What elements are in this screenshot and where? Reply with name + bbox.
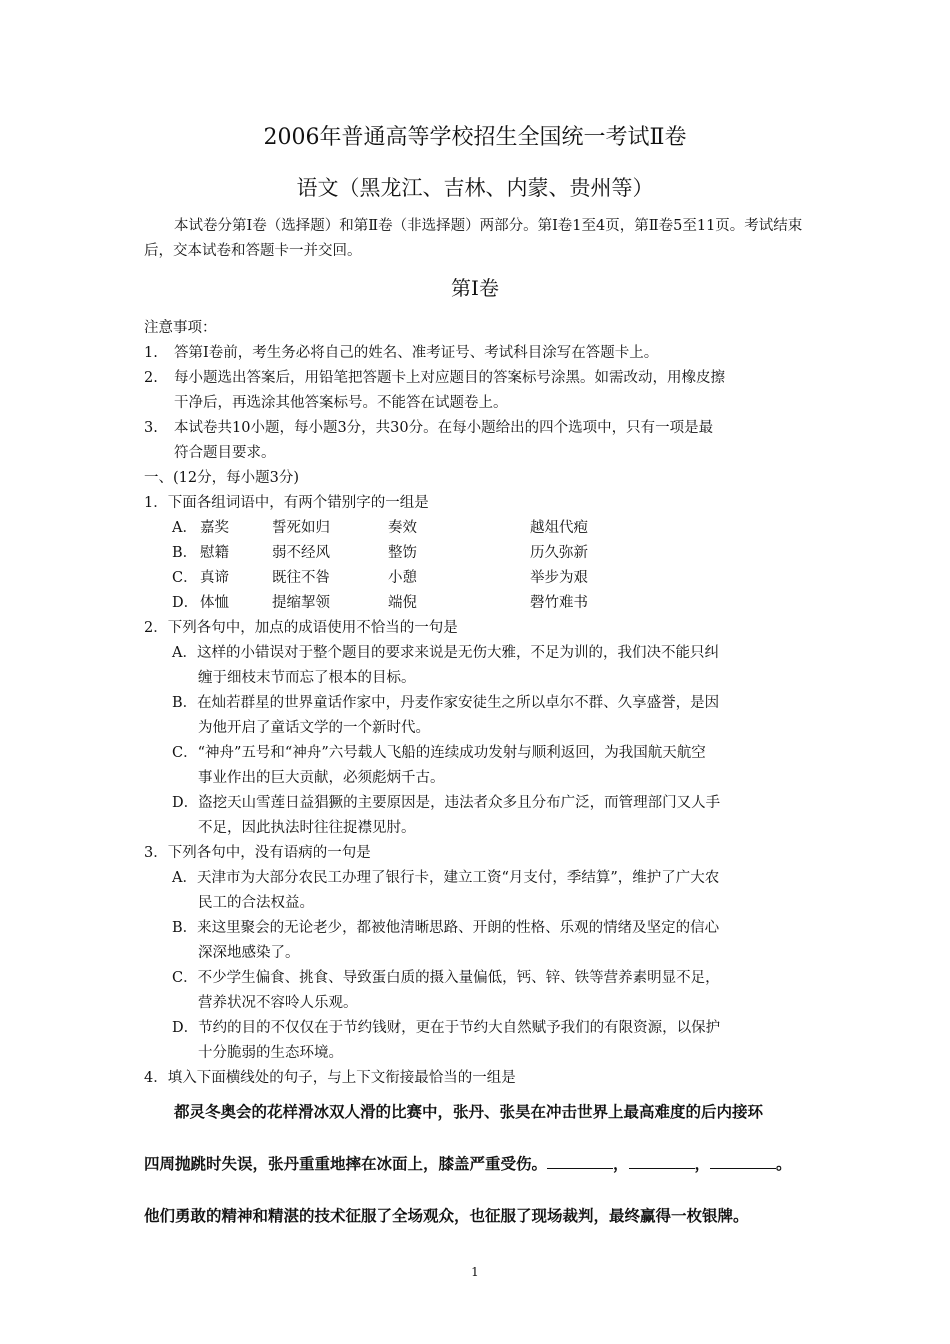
option-word: 誓死如归 xyxy=(272,520,330,536)
option-label: C． xyxy=(172,745,198,761)
q2-option-c xyxy=(172,741,706,766)
option-text-cont: 缠于细枝末节而忘了根本的目标。 xyxy=(198,670,416,686)
q3-option-b xyxy=(172,916,719,941)
option-text: 盗挖天山雪莲日益猖獗的主要原因是，违法者众多且分布广泛，而管理部门又人手 xyxy=(198,795,721,811)
option-text: 这样的小错误对于整个题目的要求来说是无伤大雅，不足为训的，我们决不能只纠 xyxy=(196,645,719,661)
option-label: B． xyxy=(172,545,198,561)
q2-option-a xyxy=(172,641,719,666)
question-2-stem: 2．下列各句中，加点的成语使用不恰当的一句是 xyxy=(144,620,458,636)
option-label: A． xyxy=(172,520,197,536)
option-text-cont: 深深地感染了。 xyxy=(198,945,300,961)
option-word: 磬竹难书 xyxy=(530,595,588,611)
note-text: 本试卷共10小题，每小题3分，共30分。在每小题给出的四个选项中，只有一项是最 xyxy=(174,420,714,436)
exam-title: 2006年普通高等学校招生全国统一考试Ⅱ卷 xyxy=(263,125,687,150)
option-word: 小憩 xyxy=(388,570,417,586)
q2-option-b xyxy=(172,691,719,716)
option-text-cont: 事业作出的巨大贡献，必须彪炳千古。 xyxy=(198,770,445,786)
option-text: 天津市为大部分农民工办理了银行卡，建立工资“月支付，季结算”，维护了广大农 xyxy=(196,870,720,886)
question-3-stem: 3．下列各句中，没有语病的一句是 xyxy=(144,845,371,861)
q4-passage-line xyxy=(144,1152,792,1174)
note-text-cont: 符合题目要求。 xyxy=(174,445,276,461)
q2-option-d xyxy=(172,791,720,816)
q1-option-b xyxy=(172,541,822,566)
option-label: C． xyxy=(172,970,198,986)
note-number: 3. xyxy=(144,420,158,436)
option-word: 体恤 xyxy=(200,595,229,611)
option-label: C． xyxy=(172,570,198,586)
answer-blank[interactable] xyxy=(547,1154,613,1169)
q3-option-d xyxy=(172,1016,720,1041)
volume-heading: 第Ⅰ卷 xyxy=(451,276,499,300)
option-label: D． xyxy=(172,795,199,811)
note-number: 1. xyxy=(144,345,158,361)
note-item xyxy=(144,366,725,391)
notes-heading: 注意事项： xyxy=(144,320,217,336)
option-label: B． xyxy=(172,920,198,936)
note-number: 2. xyxy=(144,370,158,386)
option-text: 在灿若群星的世界童话作家中，丹麦作家安徒生之所以卓尔不群、久享盛誉，是因 xyxy=(197,695,720,711)
question-1-stem: 1．下面各组词语中，有两个错别字的一组是 xyxy=(144,495,429,511)
option-text: 来这里聚会的无论老少，都被他清晰思路、开朗的性格、乐观的情绪及坚定的信心 xyxy=(197,920,720,936)
option-text-cont: 为他开启了童话文学的一个新时代。 xyxy=(198,720,430,736)
q3-option-c xyxy=(172,966,720,991)
answer-blank[interactable] xyxy=(710,1154,776,1169)
option-word: 慰籍 xyxy=(200,545,229,561)
page-number: 1 xyxy=(471,1265,479,1279)
passage-punct: 。 xyxy=(776,1155,792,1173)
q3-option-a xyxy=(172,866,719,891)
option-label: A． xyxy=(172,870,197,886)
option-text: “神舟”五号和“神舟”六号载人飞船的连续成功发射与顺利返回，为我国航天航空 xyxy=(197,745,706,761)
answer-blank[interactable] xyxy=(629,1154,695,1169)
option-word: 真谛 xyxy=(200,570,229,586)
passage-text: 四周抛跳时失误，张丹重重地摔在冰面上，膝盖严重受伤。 xyxy=(144,1155,548,1173)
note-item xyxy=(144,416,713,441)
option-word: 既往不咎 xyxy=(272,570,330,586)
option-text: 不少学生偏食、挑食、导致蛋白质的摄入量偏低，钙、锌、铁等营养素明显不足， xyxy=(197,970,720,986)
option-text-cont: 营养状况不容呤人乐观。 xyxy=(198,995,358,1011)
option-text-cont: 不足，因此执法时往往捉襟见肘。 xyxy=(198,820,416,836)
q1-option-c xyxy=(172,566,822,591)
note-text: 答第Ⅰ卷前，考生务必将自己的姓名、准考证号、考试科目涂写在答题卡上。 xyxy=(174,345,659,361)
option-label: D． xyxy=(172,595,199,611)
option-word: 举步为艰 xyxy=(530,570,588,586)
q1-option-a xyxy=(172,516,822,541)
passage-punct: ， xyxy=(613,1155,629,1173)
option-word: 端倪 xyxy=(388,595,417,611)
exam-intro: 本试卷分第Ⅰ卷（选择题）和第Ⅱ卷（非选择题）两部分。第Ⅰ卷1至4页，第Ⅱ卷5至11页。考试结束后，交本试卷和答题卡一并交回。 xyxy=(144,218,803,259)
q1-option-d xyxy=(172,591,822,616)
section-heading: 一、(12分，每小题3分) xyxy=(144,470,299,486)
option-word: 提缩挈领 xyxy=(272,595,330,611)
question-4-stem: 4．填入下面横线处的句子，与上下文衔接最恰当的一组是 xyxy=(144,1070,516,1086)
option-text-cont: 十分脆弱的生态环境。 xyxy=(198,1045,343,1061)
passage-punct: ， xyxy=(694,1155,711,1173)
option-word: 奏效 xyxy=(388,520,417,536)
option-text: 节约的目的不仅仅在于节约钱财，更在于节约大自然赋予我们的有限资源，以保护 xyxy=(198,1020,721,1036)
exam-subtitle: 语文（黑龙江、吉林、内蒙、贵州等） xyxy=(296,176,654,200)
option-label: B． xyxy=(172,695,198,711)
q4-passage-line: 他们勇敢的精神和精湛的技术征服了全场观众，也征服了现场裁判，最终赢得一枚银牌。 xyxy=(144,1207,749,1225)
note-text-cont: 干净后，再选涂其他答案标号。不能答在试题卷上。 xyxy=(174,395,508,411)
option-label: D． xyxy=(172,1020,199,1036)
q4-passage-line: 都灵冬奥会的花样滑冰双人滑的比赛中，张丹、张昊在冲击世界上最高难度的后内接环 xyxy=(174,1103,764,1121)
option-word: 弱不经风 xyxy=(272,545,330,561)
option-label: A． xyxy=(172,645,197,661)
option-word: 历久弥新 xyxy=(530,545,588,561)
option-text-cont: 民工的合法权益。 xyxy=(198,895,314,911)
option-word: 越俎代疱 xyxy=(530,520,588,536)
note-item xyxy=(144,341,658,366)
note-text: 每小题选出答案后，用铅笔把答题卡上对应题目的答案标号涂黑。如需改动，用橡皮擦 xyxy=(174,370,725,386)
option-word: 整饬 xyxy=(388,545,417,561)
option-word: 嘉奖 xyxy=(200,520,229,536)
